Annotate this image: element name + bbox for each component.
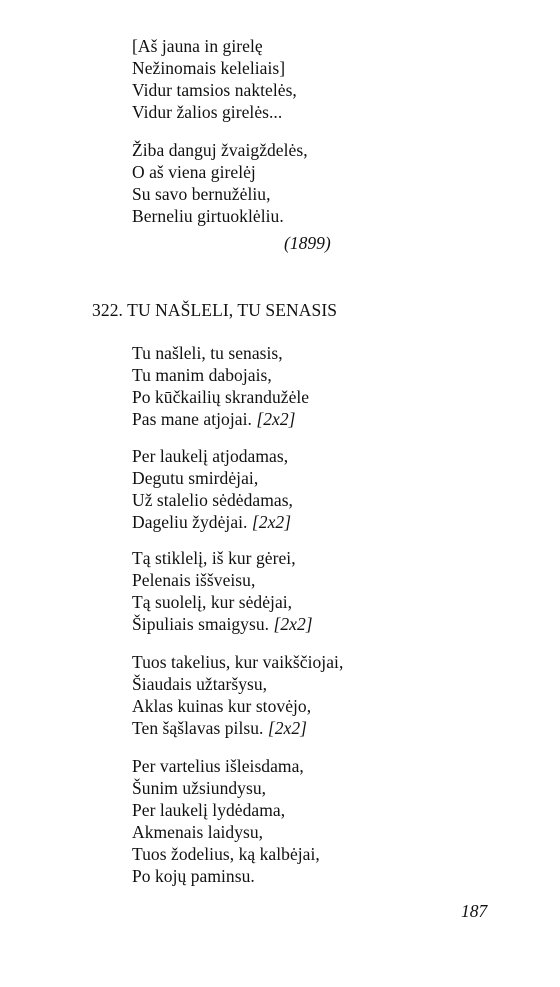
poem-stanza-2 [132, 445, 293, 533]
verse-text: Dageliu žydėjai. [132, 512, 248, 532]
verse-line: Tą suolelį, kur sėdėjai, [132, 592, 293, 612]
verse-line: Po kojų paminsu. [132, 866, 255, 886]
verse-line: Vidur tamsios naktelės, [132, 80, 297, 100]
verse-line [132, 511, 293, 533]
poem-stanza-5 [132, 755, 320, 887]
repeat-mark: [2x2] [256, 409, 296, 429]
verse-line: [Aš jauna in girelę [132, 36, 263, 56]
verse-line: Tuos takelius, kur vaikščiojai, [132, 652, 344, 672]
verse-line [132, 408, 309, 430]
verse-line: Akmenais laidysu, [132, 822, 264, 842]
poem-stanza-3 [132, 547, 313, 635]
poem-stanza-4 [132, 651, 343, 739]
verse-line: Su savo bernužėliu, [132, 184, 271, 204]
repeat-mark: [2x2] [267, 718, 308, 738]
verse-line: Tą stiklelį, iš kur gėrei, [132, 548, 296, 568]
verse-line: Šiaudais užtaršysu, [132, 674, 268, 694]
top-poem-stanza-1 [132, 35, 297, 123]
verse-text: Pas mane atjojai. [132, 409, 252, 429]
poem-date: (1899) [284, 233, 331, 253]
verse-text: Ten šąšlavas pilsu. [132, 718, 264, 738]
verse-line [132, 613, 313, 635]
verse-line: Berneliu girtuoklėliu. [132, 206, 284, 226]
verse-line: Nežinomais keleliais] [132, 58, 286, 78]
verse-line: Po kūčkailių skrandužėle [132, 387, 310, 407]
verse-line: Vidur žalios girelės... [132, 102, 283, 122]
verse-line: Degutu smirdėjai, [132, 468, 259, 488]
repeat-mark: [2x2] [251, 512, 292, 532]
verse-line: Tu našleli, tu senasis, [132, 343, 283, 363]
top-poem-stanza-2 [132, 139, 308, 227]
verse-line: Per laukelį atjodamas, [132, 446, 289, 466]
page-number: 187 [461, 901, 488, 921]
verse-line [132, 717, 343, 739]
poem-stanza-1 [132, 342, 309, 430]
verse-text: Šipuliais smaigysu. [132, 614, 270, 634]
verse-line: Pelenais iššveisu, [132, 570, 256, 590]
verse-line: Aklas kuinas kur stovėjo, [132, 696, 312, 716]
verse-line: Tu manim dabojais, [132, 365, 272, 385]
verse-line: Už stalelio sėdėdamas, [132, 490, 293, 510]
verse-line: Per laukelį lydėdama, [132, 800, 286, 820]
repeat-mark: [2x2] [273, 614, 313, 634]
poem-title: 322. TU NAŠLELI, TU SENASIS [92, 300, 338, 320]
verse-line: Per vartelius išleisdama, [132, 756, 304, 776]
verse-line: Žiba danguj žvaigždelės, [132, 140, 308, 160]
verse-line: Tuos žodelius, ką kalbėjai, [132, 844, 320, 864]
verse-line: O aš viena girelėj [132, 162, 256, 182]
verse-line: Šunim užsiundysu, [132, 778, 267, 798]
